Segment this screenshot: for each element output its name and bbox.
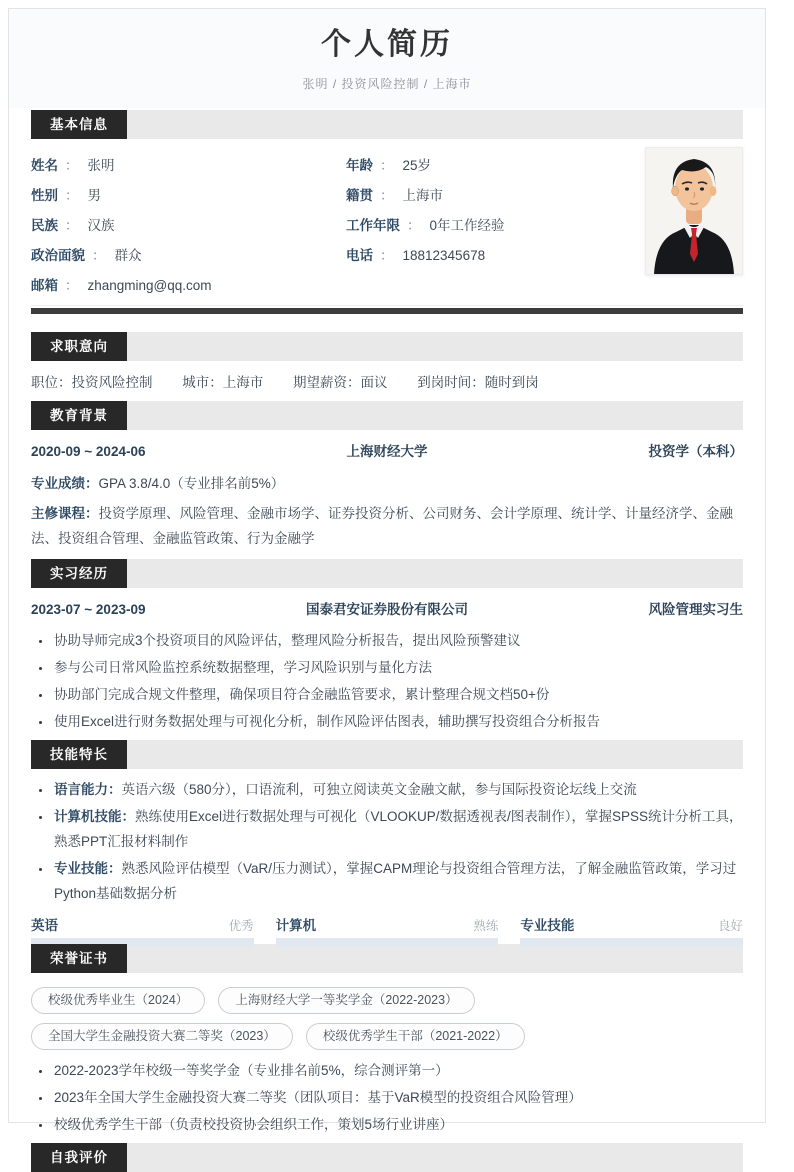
field-colon: ： (92, 248, 106, 263)
section-badge-education: 教育背景 (31, 401, 127, 430)
skill-bar-track (276, 938, 499, 947)
honor-bullet: • 2023年全国大学生金融投资大赛二等奖（团队项目：基于VaR模型的投资组合风险管理） (52, 1085, 743, 1110)
internship-period: 2023-07 ~ 2023-09 (31, 602, 146, 617)
field-row-email (31, 271, 346, 301)
avatar-photo (645, 147, 743, 275)
basic-info-right-column (346, 151, 626, 301)
skill-bullet-language: • 语言能力：英语六级（580分），口语流利，可独立阅读英文金融文献，参与国际投资论坛线上交流 (52, 777, 743, 802)
field-row-native-place (346, 181, 626, 211)
honor-pill: 校级优秀毕业生（2024） (31, 987, 205, 1014)
education-degree: 投资学（本科） (648, 444, 743, 459)
field-value: 0年工作经验 (429, 218, 505, 233)
field-row-age (346, 151, 626, 181)
honor-bullet: • 2022-2023学年校级一等奖学金（专业排名前5%，综合测评第一） (52, 1058, 743, 1083)
field-label: 性别 (31, 188, 58, 203)
internship-bullet-list (31, 628, 743, 734)
field-row-phone (346, 241, 626, 271)
resume-header (9, 9, 765, 108)
internship-bullet: • 协助部门完成合规文件整理，确保项目符合金融监管要求，累计整理合规文档50+份 (52, 682, 743, 707)
field-colon: ： (407, 218, 421, 233)
field-colon: ： (65, 218, 79, 233)
field-colon: ： (65, 188, 79, 203)
section-divider-hairline (31, 305, 743, 306)
section-header-education (31, 401, 743, 430)
section-header-internship (31, 559, 743, 588)
field-label: 姓名 (31, 158, 58, 173)
section-header-self-eval (31, 1143, 743, 1172)
field-value: 汉族 (87, 218, 115, 233)
basic-info-left-column (31, 151, 346, 301)
section-badge-honors: 荣誉证书 (31, 944, 127, 973)
internship-bullet: • 使用Excel进行财务数据处理与可视化分析，制作风险评估图表，辅助撰写投资组合分析报告 (52, 709, 743, 734)
intent-availability: 到岗时间：随时到岗 (417, 375, 539, 390)
skill-bars-row (31, 914, 743, 947)
field-colon: ： (380, 188, 394, 203)
field-colon: ： (380, 158, 394, 173)
section-badge-intent: 求职意向 (31, 332, 127, 361)
field-row-name (31, 151, 346, 181)
honor-pill: 校级优秀学生干部（2021-2022） (306, 1023, 525, 1050)
skill-bar-english (31, 914, 254, 947)
skill-bar-name: 专业技能 (520, 918, 575, 933)
skill-bar-level: 熟练 (473, 919, 499, 933)
section-header-basic (31, 110, 743, 139)
skill-bar-level: 良好 (718, 919, 744, 933)
skill-bar-level: 优秀 (228, 919, 254, 933)
field-label: 邮箱 (31, 278, 58, 293)
skill-bar-name: 计算机 (275, 918, 317, 933)
page-title: 个人简历 (321, 28, 453, 61)
field-row-gender (31, 181, 346, 211)
skill-bar-name: 英语 (31, 918, 58, 933)
field-label: 民族 (31, 218, 58, 233)
education-gpa-line: 专业成绩：GPA 3.8/4.0（专业排名前5%） (31, 476, 285, 491)
honors-bullet-list (31, 1058, 743, 1137)
field-colon: ： (380, 248, 394, 263)
field-colon: ： (65, 278, 79, 293)
education-period: 2020-09 ~ 2024-06 (31, 444, 146, 459)
field-value: 18812345678 (402, 248, 486, 263)
internship-role: 风险管理实习生 (648, 602, 743, 617)
field-row-ethnicity (31, 211, 346, 241)
avatar-illustration (646, 148, 742, 274)
section-header-intent (31, 332, 743, 361)
internship-bullet: • 参与公司日常风险监控系统数据整理，学习风险识别与量化方法 (52, 655, 743, 680)
field-value: 男 (87, 188, 101, 203)
section-header-honors (31, 944, 743, 973)
internship-bullet: • 协助导师完成3个投资项目的风险评估，整理风险分析报告，提出风险预警建议 (52, 628, 743, 653)
internship-entry-header (31, 600, 743, 620)
field-value: 上海市 (402, 188, 443, 203)
skill-bar-track (520, 938, 743, 947)
honor-pill: 全国大学生金融投资大赛二等奖（2023） (31, 1023, 293, 1050)
field-row-political-status (31, 241, 346, 271)
field-row-work-years (346, 211, 626, 241)
intent-salary: 期望薪资：面议 (293, 375, 388, 390)
job-intent-line (31, 373, 743, 393)
section-badge-skills: 技能特长 (31, 740, 127, 769)
intent-position: 职位：投资风险控制 (31, 375, 153, 390)
skill-bar-professional (520, 914, 743, 947)
section-badge-internship: 实习经历 (31, 559, 127, 588)
field-colon: ： (65, 158, 79, 173)
page-subtitle: 张明 / 投资风险控制 / 上海市 (302, 77, 472, 91)
skill-bullet-computer: • 计算机技能：熟练使用Excel进行数据处理与可视化（VLOOKUP/数据透视表/图表制作），掌握SPSS统计分析工具，熟悉PPT汇报材料制作 (52, 804, 743, 854)
internship-company: 国泰君安证券股份有限公司 (306, 602, 468, 617)
field-label: 工作年限 (346, 218, 400, 233)
field-value: 25岁 (402, 158, 432, 173)
field-value: 群众 (114, 248, 142, 263)
section-divider-bar (31, 308, 743, 314)
honor-bullet: • 校级优秀学生干部（负责校投资协会组织工作，策划5场行业讲座） (52, 1112, 743, 1137)
honor-pills (31, 987, 743, 1050)
skill-bullet-professional: • 专业技能：熟悉风险评估模型（VaR/压力测试），掌握CAPM理论与投资组合管理方法，了解金融监管政策，学习过Python基础数据分析 (52, 856, 743, 906)
section-header-skills (31, 740, 743, 769)
resume-page (8, 8, 766, 1165)
field-label: 政治面貌 (31, 248, 85, 263)
education-courses-line: 主修课程：投资学原理、风险管理、金融市场学、证券投资分析、公司财务、会计学原理、统计学、计量经济学、金融法、投资组合管理、金融监管政策、行为金融学 (31, 506, 733, 546)
section-badge-self-eval: 自我评价 (31, 1143, 127, 1172)
skill-bar-computer (276, 914, 499, 947)
field-label: 籍贯 (346, 188, 373, 203)
section-badge-basic: 基本信息 (31, 110, 127, 139)
basic-info-block (31, 139, 743, 322)
honor-pill: 上海财经大学一等奖学金（2022-2023） (218, 987, 474, 1014)
field-label: 年龄 (346, 158, 373, 173)
field-value: 张明 (87, 158, 115, 173)
skills-bullet-list (31, 777, 743, 906)
education-school: 上海财经大学 (346, 444, 428, 459)
education-entry-header (31, 442, 743, 462)
intent-city: 城市：上海市 (182, 375, 264, 390)
field-label: 电话 (346, 248, 373, 263)
field-value: zhangming@qq.com (87, 278, 212, 293)
